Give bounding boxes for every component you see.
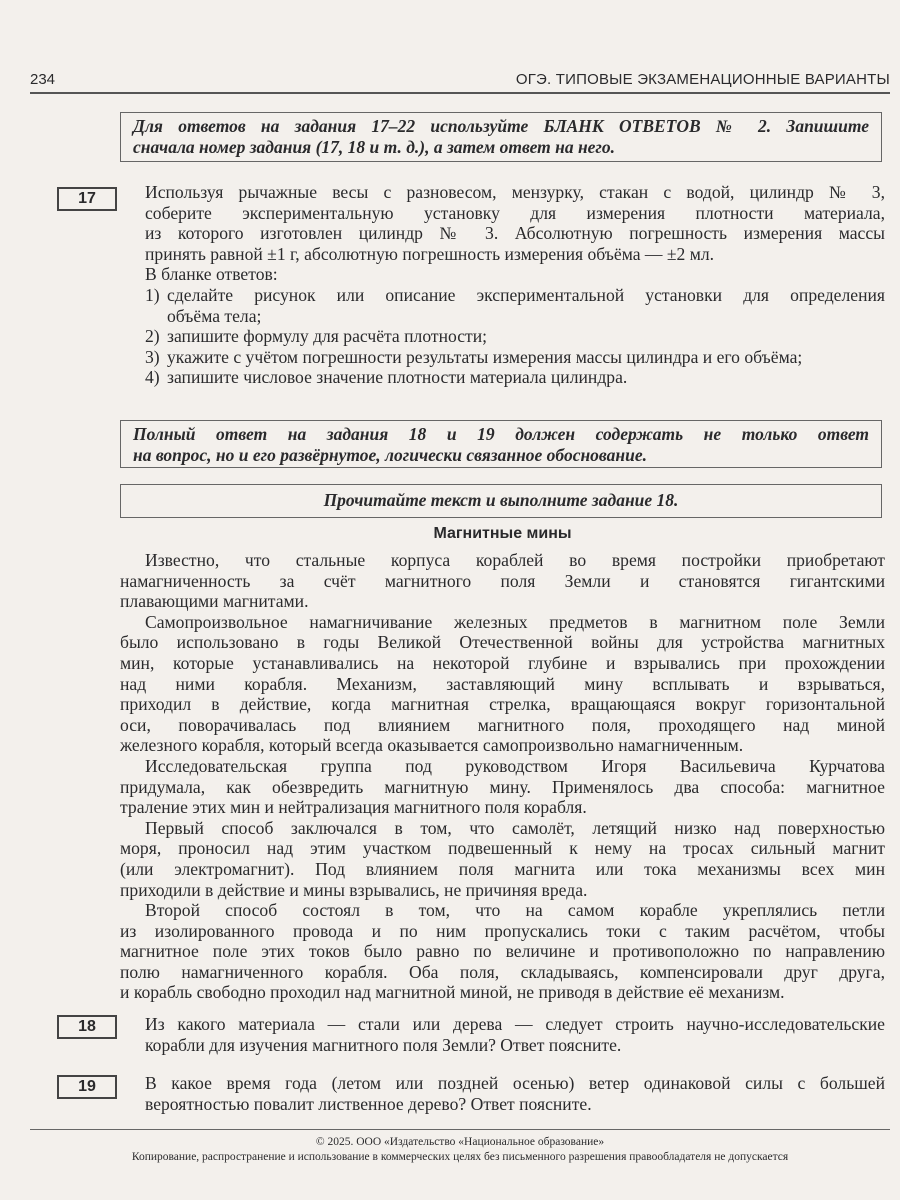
task-17 [145, 182, 885, 388]
step-text-line: укажите с учётом погрешности результаты измерения массы цилиндра и его объёма; [167, 346, 803, 367]
paragraph-line: Самопроизвольное намагничивание железных предметов в магнитном поле Земли [145, 611, 885, 632]
task-text-line: вероятностью повалит лиственное дерево? Ответ поясните. [145, 1093, 592, 1114]
task-number-19: 19 [57, 1075, 117, 1099]
paragraph-line: траление этих мин и нейтрализация магнитного поля корабля. [120, 797, 587, 818]
paragraph-line: намагниченность за счёт магнитного поля Земли и становятся гигантскими [120, 570, 885, 591]
step-text-line: запишите числовое значение плотности материала цилиндра. [167, 367, 628, 388]
task-text-line: корабли для изучения магнитного поля Земли? Ответ поясните. [145, 1034, 622, 1055]
footer-notice: Копирование, распространение и использование в коммерческих целях без письменного разрешения правообладателя не допускается [131, 1151, 789, 1163]
paragraph-line: Известно, что стальные корпуса кораблей во время постройки приобретают [145, 550, 885, 570]
running-title: ОГЭ. ТИПОВЫЕ ЭКЗАМЕНАЦИОННЫЕ ВАРИАНТЫ [515, 71, 890, 88]
task-text-line: В какое время года (летом или поздней осенью) ветер одинаковой силы с большей [145, 1073, 885, 1093]
paragraph-line: оси, поворачивалась под влиянием магнитного поля, проходящего над миной [120, 714, 885, 735]
task-text-line: соберите экспериментальную установку для измерения плотности материала, [145, 202, 885, 223]
page-number: 234 [30, 71, 56, 88]
article-body [120, 550, 885, 1003]
instruction-line: Полный ответ на задания 18 и 19 должен содержать не только ответ [133, 424, 869, 444]
instruction-line: на вопрос, но и его развёрнутое, логически связанное обоснование. [133, 444, 647, 465]
footer-divider [30, 1129, 890, 1130]
step-number: 2) [145, 326, 160, 347]
task-step [145, 347, 885, 368]
step-text-line: сделайте рисунок или описание экспериментальной установки для определения [167, 284, 885, 305]
task-text-line: Из какого материала — стали или дерева — следует строить научно-исследовательские [145, 1014, 885, 1034]
task-number-18: 18 [57, 1015, 117, 1039]
paragraph-line: Второй способ состоял в том, что на самом корабле укреплялись петли [145, 900, 885, 921]
paragraph-line: мин, которые устанавливались на некоторой глубине и взрывались при прохождении [120, 652, 885, 673]
step-number: 1) [145, 284, 160, 305]
paragraph-line: приходили в действие и мины взрывались, не причиняя вреда. [120, 879, 588, 900]
paragraph-line: Исследовательская группа под руководством Игоря Васильевича Курчатова [145, 755, 885, 776]
task-step [145, 367, 885, 388]
paragraph-line: плавающими магнитами. [120, 591, 309, 612]
instruction-line: сначала номер задания (17, 18 и т. д.), а затем ответ на него. [133, 136, 616, 157]
instruction-box-answer-form [120, 112, 882, 162]
paragraph-line: придумала, как обезвредить магнитную мину. Применялось два способа: магнитное [120, 776, 885, 797]
paragraph-line: Первый способ заключался в том, что самолёт, летящий низко над поверхностью [145, 817, 885, 838]
task-number-17: 17 [57, 187, 117, 211]
paragraph-line: железного корабля, который всегда оказывается самопроизвольно намагниченным. [120, 735, 744, 756]
page-header [30, 68, 890, 94]
paragraph-line: из изолированного провода и по ним пропускались токи с таким расчётом, чтобы [120, 920, 885, 941]
instruction-box-read-text [120, 484, 882, 518]
task-text-line: из которого изготовлен цилиндр № 3. Абсолютную погрешность измерения массы [145, 223, 885, 244]
instruction-line: Прочитайте текст и выполните задание 18. [323, 490, 679, 510]
step-number: 3) [145, 346, 160, 367]
task-18 [145, 1014, 885, 1055]
step-text-line: объёма тела; [167, 305, 262, 326]
task-text-line: принять равной ±1 г, абсолютную погрешность измерения объёма — ±2 мл. [145, 243, 715, 264]
answer-form-label: В бланке ответов: [145, 264, 278, 285]
step-text-line: запишите формулу для расчёта плотности; [167, 326, 488, 347]
task-19 [145, 1073, 885, 1114]
paragraph-line: полю намагниченного корабля. Оба поля, складываясь, компенсировали друг друга, [120, 961, 885, 982]
paragraph-line: приходил в действие, когда магнитная стрелка, вращающаяся вокруг горизонтальной [120, 694, 885, 715]
footer-copyright: © 2025. ООО «Издательство «Национальное образование» [315, 1136, 605, 1148]
paragraph-line: (или электромагнит). Под влиянием поля магнита или тока механизмы всех мин [120, 858, 885, 879]
task-text-line: Используя рычажные весы с разновесом, мензурку, стакан с водой, цилиндр № 3, [145, 182, 885, 202]
paragraph-line: и корабль свободно проходил над магнитной миной, не приводя в действие её механизм. [120, 982, 785, 1003]
step-number: 4) [145, 367, 160, 388]
paragraph-line: магнитное поле этих токов было равно по величине и противоположно по направлению [120, 941, 885, 962]
paragraph-line: моря, проносил над этим участком подвешенный к нему на тросах сильный магнит [120, 838, 885, 859]
paragraph-line: было использовано в годы Великой Отечественной войны для устройства магнитных [120, 632, 885, 653]
instruction-box-full-answer [120, 420, 882, 468]
instruction-line: Для ответов на задания 17–22 используйте БЛАНК ОТВЕТОВ № 2. Запишите [133, 116, 869, 136]
article-title: Магнитные мины [433, 525, 572, 542]
task-step [145, 326, 885, 347]
task-step [145, 285, 885, 326]
paragraph-line: над ними корабля. Механизм, заставляющий мину всплывать и взрываться, [120, 673, 885, 694]
